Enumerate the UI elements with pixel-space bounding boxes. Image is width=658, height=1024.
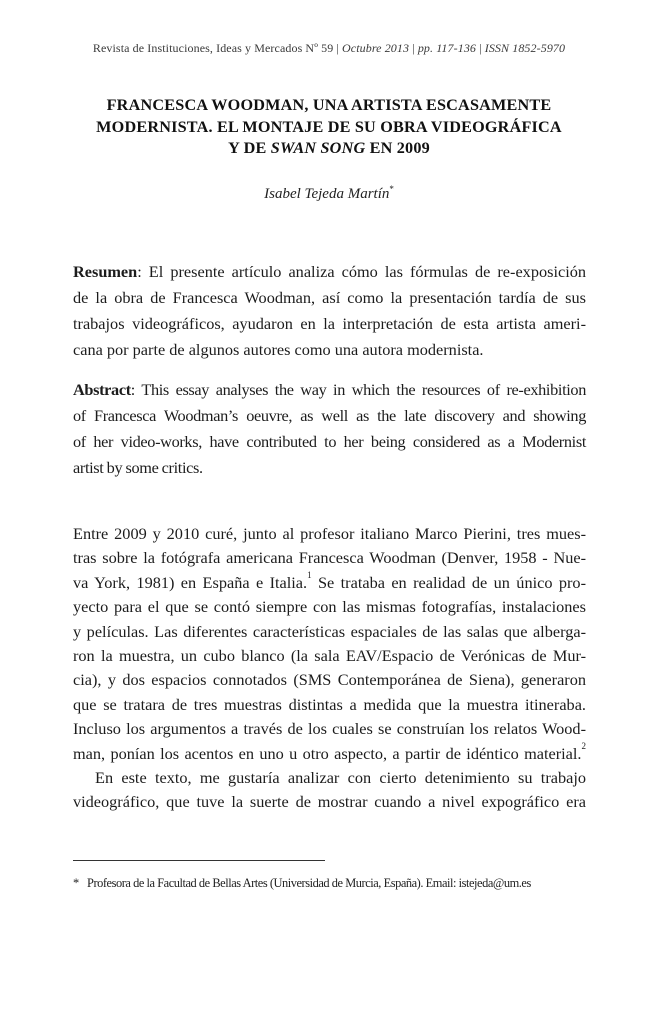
author-name: Isabel Tejeda Martín xyxy=(264,186,390,202)
abstract-line: artist by some critics. xyxy=(73,458,203,477)
title-line-3-prefix: Y DE xyxy=(228,139,271,157)
title-work-name: SWAN SONG xyxy=(270,139,366,157)
abstract-text: : This essay analyses the way in which the resources of re-exhibition xyxy=(130,380,586,399)
body-line: En este texto, me gustaría analizar con cierto detenimiento su trabajo xyxy=(95,767,586,787)
body-line-text: Se trataba en realidad de un único pro- xyxy=(311,572,586,592)
resumen-section xyxy=(73,259,586,363)
abstract-label: Abstract xyxy=(73,380,131,399)
resumen-line: trabajos videográficos, ayudaron en la interpretación de esta artista ameri- xyxy=(73,314,586,333)
resumen-line xyxy=(73,259,586,285)
author-byline xyxy=(0,186,658,203)
body-line: que se tratara de tres muestras distintas a medida que la muestra itineraba. xyxy=(73,694,586,714)
issn: ISSN 1852-5970 xyxy=(484,41,566,55)
title-line-3-suffix: EN 2009 xyxy=(365,139,430,157)
body-line: ron la muestra, un cubo blanco (la sala EAV/Espacio de Verónicas de Mur- xyxy=(73,645,586,665)
running-head xyxy=(0,41,658,56)
article-title xyxy=(40,95,618,160)
footnote-text: Profesora de la Facultad de Bellas Artes (Universidad de Murcia, España). Email: istejeda@um.es xyxy=(87,876,531,890)
resumen-line: cana por parte de algunos autores como una autora modernista. xyxy=(73,340,484,359)
author-footnote-mark[interactable]: * xyxy=(389,184,394,194)
body-line: Entre 2009 y 2010 curé, junto al profesor italiano Marco Pierini, tres mues- xyxy=(73,524,586,543)
body-line: tras sobre la fotógrafa americana Francesca Woodman (Denver, 1958 - Nue- xyxy=(73,548,586,568)
body-line: cia), y dos espacios connotados (SMS Contemporánea de Siena), generaron xyxy=(73,670,586,690)
page-range: pp. 117-136 xyxy=(417,41,477,55)
title-line-3 xyxy=(40,138,618,160)
footnote-ref-2[interactable]: 2 xyxy=(581,740,586,751)
resumen-line: de la obra de Francesca Woodman, así como la presentación tardía de sus xyxy=(73,288,586,307)
body-line xyxy=(73,571,586,595)
body-line: yecto para el que se contó siempre con las mismas fotografías, instalaciones xyxy=(73,597,586,617)
body-text xyxy=(73,522,586,815)
body-line: videográfico, que tuve la suerte de mostrar cuando a nivel expográfico era xyxy=(73,792,586,812)
separator: | xyxy=(476,41,485,55)
resumen-text: : El presente artículo analiza cómo las fórmulas de re-exposición xyxy=(137,262,586,281)
separator: | xyxy=(409,41,418,55)
abstract-section xyxy=(73,377,586,481)
body-line: Incluso los argumentos a través de los cuales se construían los relatos Wood- xyxy=(73,719,586,739)
journal-name: Revista de Instituciones, Ideas y Mercados Nº 59 xyxy=(92,41,334,55)
body-line xyxy=(73,742,586,766)
separator: | xyxy=(333,41,343,55)
footnote-mark: * xyxy=(73,876,79,890)
resumen-label: Resumen xyxy=(73,262,138,281)
title-line-1: FRANCESCA WOODMAN, UNA ARTISTA ESCASAMENTE xyxy=(106,96,552,114)
body-line-text: va York, 1981) en España e Italia. xyxy=(73,572,308,592)
abstract-line: of Francesca Woodman’s oeuvre, as well as the late discovery and showing xyxy=(73,406,586,425)
title-line-2: MODERNISTA. EL MONTAJE DE SU OBRA VIDEOGRÁFICA xyxy=(96,117,562,136)
issue-date: Octubre 2013 xyxy=(342,41,410,55)
footnote xyxy=(73,876,588,891)
body-line-text: man, ponían los acentos en uno u otro aspecto, a partir de idéntico material. xyxy=(73,743,582,763)
footnote-ref-1[interactable]: 1 xyxy=(307,569,312,580)
abstract-line: of her video-works, have contributed to her being considered as a Modernist xyxy=(73,432,586,451)
abstract-line xyxy=(73,377,586,403)
body-line: y películas. Las diferentes características espaciales de las salas que alberga- xyxy=(73,621,586,641)
footnote-divider xyxy=(73,860,325,861)
